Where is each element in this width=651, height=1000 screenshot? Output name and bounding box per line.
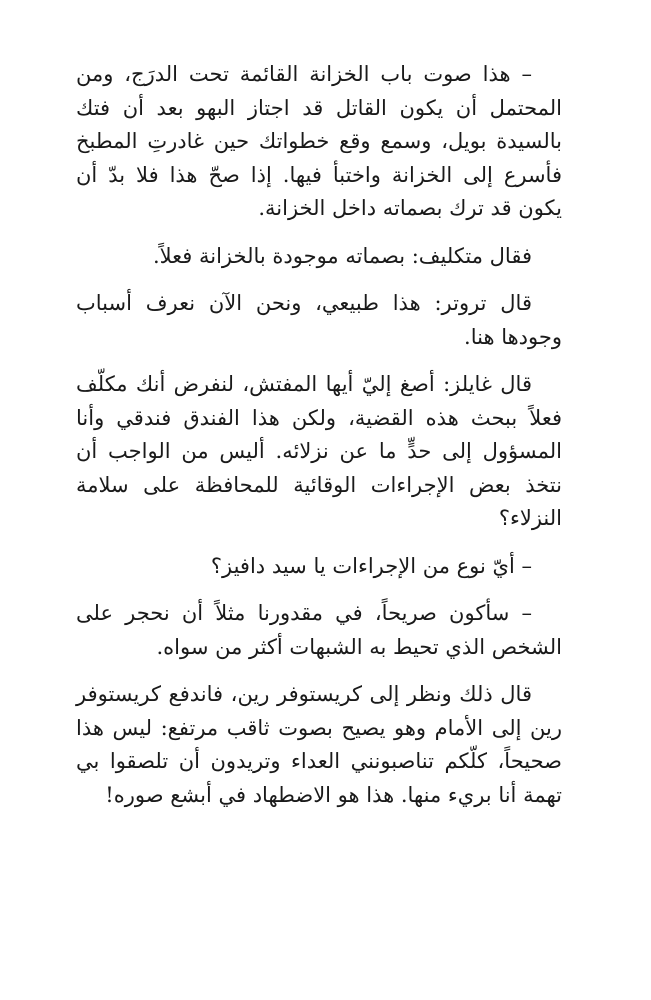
paragraph-7: قال ذلك ونظر إلى كريستوفر رين، فاندفع كريستوفر رين إلى الأمام وهو يصيح بصوت ثاقب مرتفع: ليس هذا صحيحاً، كلّكم تناصبونني العداء وتريدون أن تلصقوا بي تهمة أنا بريء منها. هذا هو الاضطهاد في أبشع صوره!	[76, 682, 562, 807]
page-body	[76, 58, 562, 812]
paragraph-2: فقال متكليف: بصماته موجودة بالخزانة فعلاً.	[152, 243, 532, 268]
paragraph-6: – سأكون صريحاً، في مقدورنا مثلاً أن نحجر على الشخص الذي تحيط به الشبهات أكثر من سواه.	[76, 601, 562, 659]
paragraph-4: قال غايلز: أصغ إليّ أيها المفتش، لنفرض أنك مكلّف فعلاً ببحث هذه القضية، ولكن هذا الفندق فندقي وأنا المسؤول إلى حدٍّ ما عن نزلائه. أليس من الواجب أن نتخذ بعض الإجراءات الوقائية للمحافظة على سلامة النزلاء؟	[76, 372, 562, 530]
paragraph-1: – هذا صوت باب الخزانة القائمة تحت الدرَج، ومن المحتمل أن يكون القاتل قد اجتاز البهو بعد أن فتك بالسيدة بويل، وسمع وقع خطواتك حين غادرتِ المطبخ فأسرع إلى الخزانة واختبأ فيها. إذا صحّ هذا فلا بدّ أن يكون قد ترك بصماته داخل الخزانة.	[76, 62, 562, 220]
paragraph-3: قال تروتر: هذا طبيعي، ونحن الآن نعرف أسباب وجودها هنا.	[76, 291, 562, 349]
paragraph-5: – أيّ نوع من الإجراءات يا سيد دافيز؟	[210, 553, 532, 578]
